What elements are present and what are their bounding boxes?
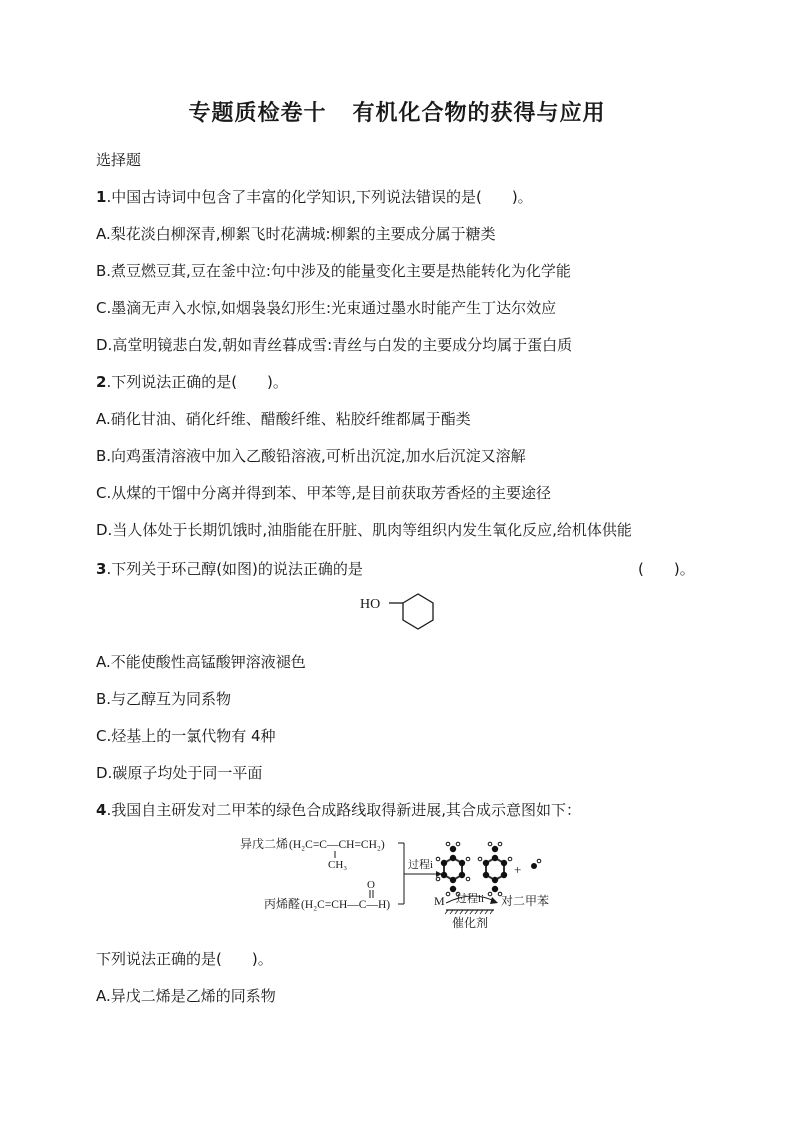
q2-option-b: B.向鸡蛋清溶液中加入乙酸铅溶液,可析出沉淀,加水后沉淀又溶解 bbox=[96, 447, 526, 465]
q1-option-d: D.高堂明镜悲白发,朝如青丝暮成雪:青丝与白发的主要成分均属于蛋白质 bbox=[96, 336, 573, 354]
intermediate-m: M bbox=[434, 894, 445, 908]
isoprene-methyl: CH₃ bbox=[328, 859, 348, 871]
acrolein-name: 丙烯醛 bbox=[264, 897, 301, 911]
q1-option-b: B.煮豆燃豆萁,豆在釜中泣:句中涉及的能量变化主要是热能转化为化学能 bbox=[96, 262, 571, 280]
page-title bbox=[0, 96, 794, 127]
process-i-label: 过程i bbox=[408, 859, 434, 871]
q2-option-d: D.当人体处于长期饥饿时,油脂能在肝脏、肌肉等组织内发生氧化反应,给机体供能 bbox=[96, 521, 632, 539]
title-part1: 专题质检卷十 bbox=[188, 101, 327, 126]
q3-option-c: C.烃基上的一氯代物有 4种 bbox=[96, 727, 276, 745]
water-molecule-model bbox=[531, 859, 541, 869]
q2-option-a: A.硝化甘油、硝化纤维、醋酸纤维、粘胶纤维都属于酯类 bbox=[96, 410, 471, 428]
q3-number: 3 bbox=[96, 560, 107, 578]
q4-stem bbox=[96, 799, 581, 820]
q1-number: 1 bbox=[96, 188, 107, 206]
q3-option-d: D.碳原子均处于同一平面 bbox=[96, 764, 263, 782]
catalyst-label: 催化剂 bbox=[452, 916, 489, 930]
acrolein-formula: (H₂C=CH—C—H) bbox=[301, 899, 391, 911]
q2-stem bbox=[96, 371, 288, 392]
plus-sign: + bbox=[514, 862, 522, 877]
molecule-model-p-xylene bbox=[478, 842, 512, 896]
title-part2: 有机化合物的获得与应用 bbox=[352, 101, 606, 126]
q4-option-a: A.异戊二烯是乙烯的同系物 bbox=[96, 987, 276, 1005]
q4-number: 4 bbox=[96, 801, 107, 819]
cyclohexane-ring bbox=[403, 594, 433, 629]
cyclohexanol-structure bbox=[355, 588, 445, 634]
process-ii-label: 过程ii bbox=[456, 893, 485, 905]
q1-stem-text: .中国古诗词中包含了丰富的化学知识,下列说法错误的是( )。 bbox=[106, 188, 533, 206]
q2-stem-text: .下列说法正确的是( )。 bbox=[106, 373, 288, 391]
hydroxyl-label: HO bbox=[360, 597, 381, 612]
product-name: 对二甲苯 bbox=[501, 894, 550, 908]
q2-number: 2 bbox=[96, 373, 107, 391]
q3-stem bbox=[96, 558, 363, 579]
q1-option-a: A.梨花淡白柳深青,柳絮飞时花满城:柳絮的主要成分属于糖类 bbox=[96, 225, 496, 243]
q4-stem-text: .我国自主研发对二甲苯的绿色合成路线取得新进展,其合成示意图如下： bbox=[106, 801, 581, 819]
q4-question: 下列说法正确的是( )。 bbox=[96, 950, 273, 968]
molecule-model-m bbox=[436, 842, 470, 896]
q1-option-c: C.墨滴无声入水惊,如烟袅袅幻形生:光束通过墨水时能产生丁达尔效应 bbox=[96, 299, 557, 317]
isoprene-name: 异戊二烯 bbox=[240, 837, 289, 851]
q2-option-c: C.从煤的干馏中分离并得到苯、甲苯等,是目前获取芳香烃的主要途径 bbox=[96, 484, 552, 502]
section-heading: 选择题 bbox=[96, 151, 142, 169]
isoprene-formula: (H₂C=C—CH=CH₂) bbox=[289, 839, 385, 851]
q1-stem bbox=[96, 186, 533, 207]
synthesis-diagram bbox=[236, 826, 566, 934]
q3-stem-text: .下列关于环己醇(如图)的说法正确的是 bbox=[106, 560, 363, 578]
q3-answer-paren: ( )。 bbox=[638, 560, 695, 578]
q3-option-a: A.不能使酸性高锰酸钾溶液褪色 bbox=[96, 653, 306, 671]
acrolein-oxygen: O bbox=[367, 879, 375, 891]
q3-option-b: B.与乙醇互为同系物 bbox=[96, 690, 232, 708]
